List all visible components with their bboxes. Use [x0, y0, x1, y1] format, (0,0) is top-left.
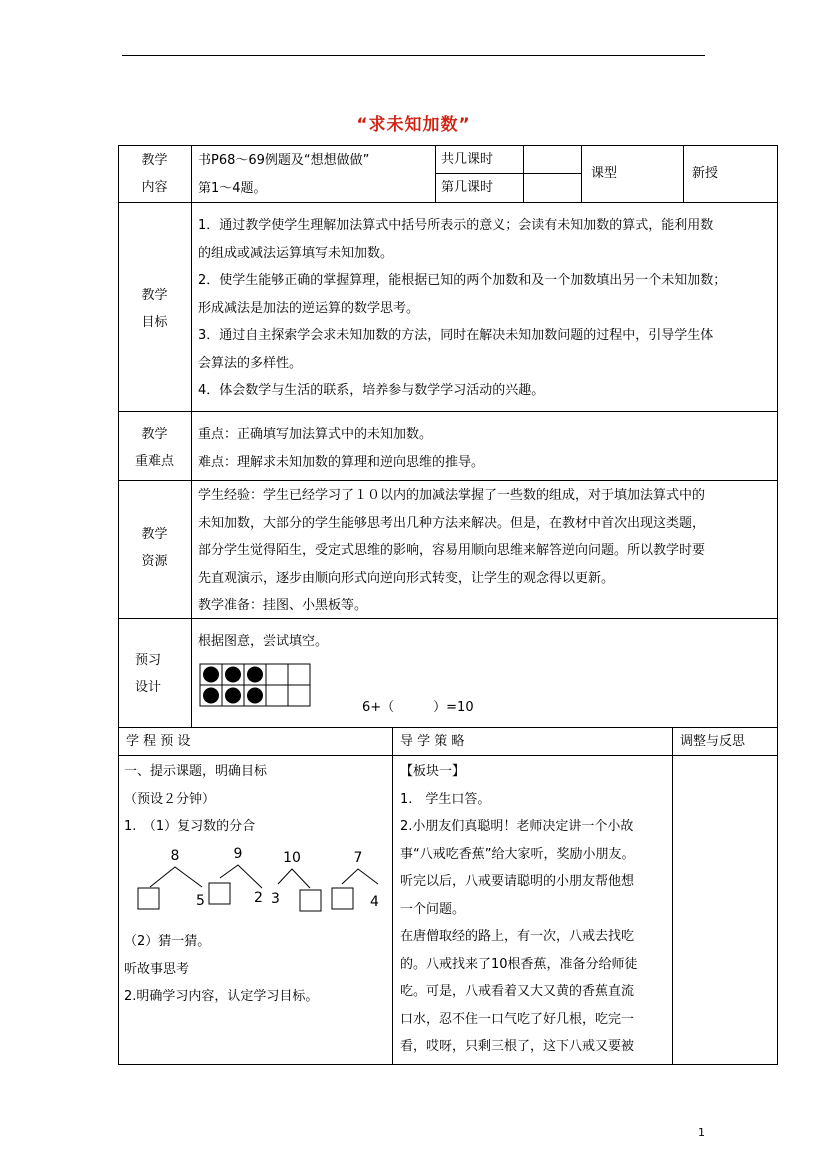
split-2-box [209, 883, 230, 904]
ten-frame-dot [247, 688, 263, 704]
preview-instruction: 根据图意，尝试填空。 [198, 634, 329, 649]
ten-frame-dot [247, 667, 263, 683]
number-split-diagram [130, 842, 390, 922]
header-rule [122, 55, 705, 56]
split-1-box [138, 888, 159, 909]
goals-text: 1．通过教学使学生理解加法算式中括号所表示的意义；会读有未知加数的算式，能利用数 的组成或减法运算填写未知加数。 2．使学生能够正确的掌握算理，能根据已知的两个加数和及一个加数填出另一个未知加数； 形成减法是加法的逆运算的数学思考。 3．通过自主探索学会求未知加数的方法，同时在解决未知加数问题的过程中，引导学生体 会算法的多样性。 4．体会数学与生活的联系，培养参与数学学习活动的兴趣。 [198, 218, 727, 398]
content-label: 教学 内容 [141, 153, 168, 195]
col-header-strategy: 导 学 策 略 [400, 734, 465, 749]
split-1-top: 8 [170, 848, 180, 864]
split-4-top: 7 [353, 850, 363, 866]
total-hours-label: 共几课时 [441, 152, 494, 167]
left-col-text: 一、提示课题，明确目标 （预设２分钟） 1. （1）复习数的分合 [124, 764, 268, 834]
ten-frame-dot [225, 667, 241, 683]
hour-label: 第几课时 [441, 180, 494, 195]
goals-label: 教学 目标 [141, 288, 168, 330]
page-title: “求未知加数” [356, 115, 471, 135]
ten-frame-cell [266, 685, 288, 706]
ten-frame-dot [203, 667, 219, 683]
keypoints-label: 教学 重难点 [134, 427, 174, 469]
keypoints-text: 重点：正确填写加法算式中的未知加数。 难点：理解求未知加数的算理和逆向思维的推导。 [198, 427, 485, 470]
left-col-text-after: （2）猜一猜。 听故事思考 2.明确学习内容，认定学习目标。 [124, 934, 319, 1004]
col-header-reflection: 调整与反思 [680, 734, 746, 749]
ten-frame-cell [266, 664, 288, 685]
resources-text: 学生经验：学生已经学习了１０以内的加减法掌握了一些数的组成，对于填加法算式中的 未知加数，大部分的学生能够思考出几种方法来解决。但是，在教材中首次出现这类题， 部分学生觉得陌生，受定式思维的影响，容易用顺向思维来解答逆向问题。所以教学时要 先直观演示，逐步由顺向形式向逆向形式转变，让学生的观念得以更新。 教学准备：挂图、小黑板等。 [198, 488, 706, 613]
type-label: 课型 [591, 166, 618, 181]
split-2-right: 2 [254, 890, 263, 906]
split-2-top: 9 [233, 846, 243, 862]
ten-frame [199, 663, 311, 708]
ten-frame-cell [288, 664, 310, 685]
split-3-box [300, 890, 321, 911]
resources-label: 教学 资源 [141, 527, 168, 569]
col-header-process: 学 程 预 设 [126, 734, 191, 749]
preview-label: 预习 设计 [134, 653, 161, 695]
page-number: 1 [698, 1126, 705, 1139]
split-3-top: 10 [283, 850, 301, 866]
split-1-right: 5 [196, 893, 205, 909]
ten-frame-dot [203, 688, 219, 704]
content-text: 书P68～69例题及“想想做做” 第1～4题。 [198, 153, 370, 196]
type-value: 新授 [692, 166, 719, 181]
mid-col-text: 【板块一】 1. 学生口答。 2.小朋友们真聪明！老师决定讲一个小故 事“八戒吃香蕉”给大家听，奖励小朋友。 听完以后，八戒要请聪明的小朋友帮他想 一个问题。 在唐僧取经的路上，有一次，八戒去找吃 的。八戒找来了10根香蕉，准备分给师徒 吃。可是，八戒看着又大又黄的香蕉直流 口水，忍不住一口气吃了好几根，吃完一 看，哎呀，只剩三根了，这下八戒又要被 [400, 764, 638, 1054]
ten-frame-dot [225, 688, 241, 704]
preview-equation: 6+（ ）=10 [362, 700, 474, 715]
split-4-box [332, 888, 353, 909]
ten-frame-cell [288, 685, 310, 706]
split-4-right: 4 [370, 894, 379, 910]
split-3-left: 3 [271, 891, 280, 907]
